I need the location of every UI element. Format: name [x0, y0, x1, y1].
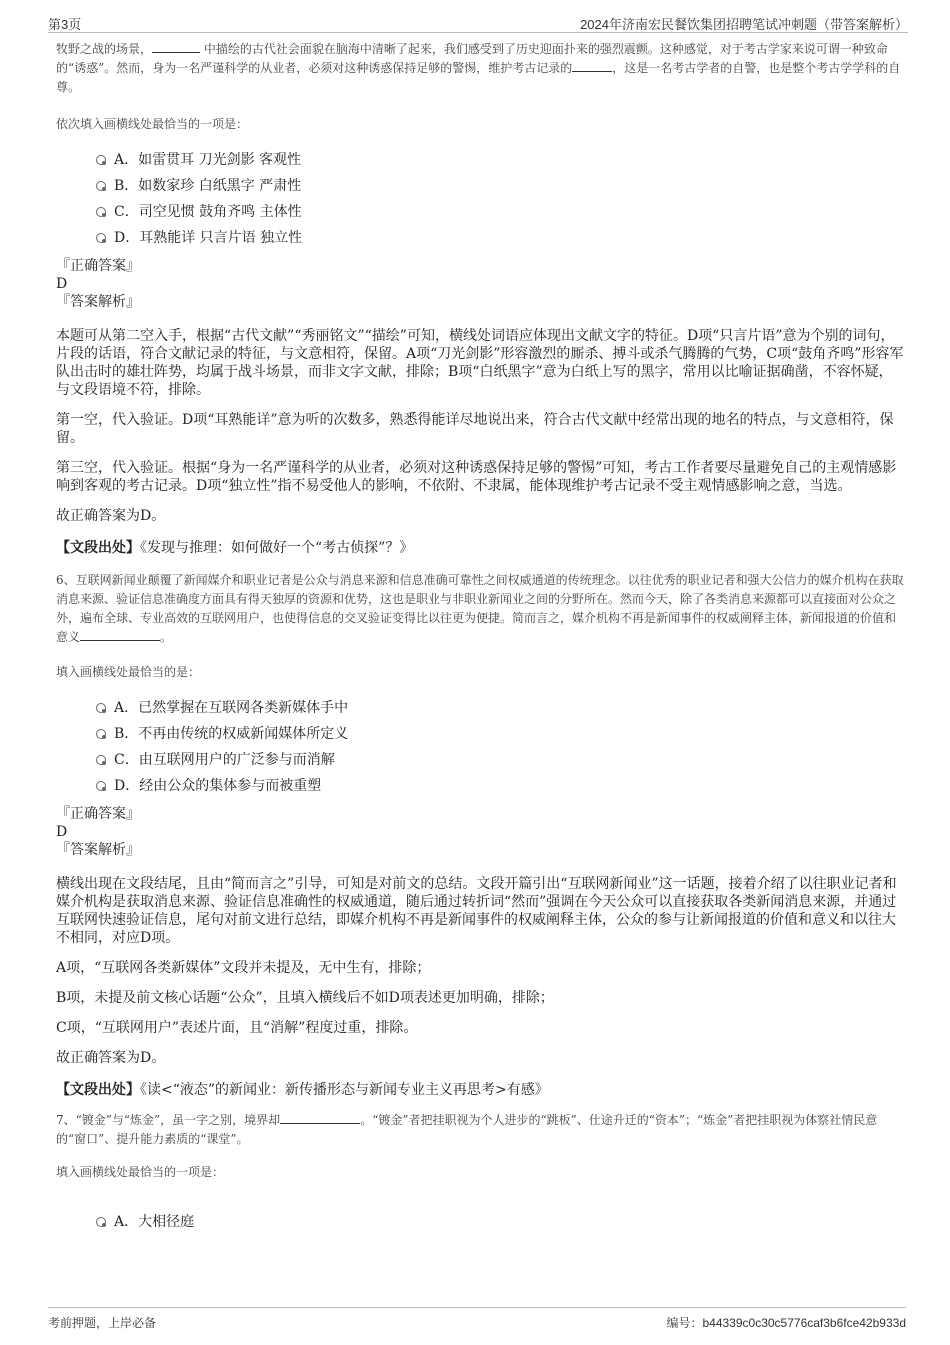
answer-label: 『正确答案』: [56, 258, 140, 274]
analysis-paragraph: 故正确答案为D。: [56, 508, 166, 524]
radio-icon[interactable]: [96, 181, 106, 191]
fill-blank: [572, 59, 612, 72]
source-line: 【文段出处】《发现与推理：如何做好一个“考古侦探”？》: [56, 540, 414, 556]
analysis-label: 『答案解析』: [56, 842, 140, 858]
fill-blank: [280, 1111, 360, 1124]
q7-options: [56, 1209, 906, 1235]
option-a[interactable]: A．如雷贯耳 刀光剑影 客观性: [56, 147, 906, 173]
option-c[interactable]: C．由互联网用户的广泛参与而消解: [56, 747, 906, 773]
page-header: [48, 10, 908, 33]
analysis-label: 『答案解析』: [56, 294, 140, 310]
analysis-paragraph: A项，“互联网各类新媒体”文段并未提及，无中生有，排除；: [56, 960, 431, 976]
analysis-paragraph: 横线出现在文段结尾，且由“简而言之”引导，可知是对前文的总结。文段开篇引出“互联网新闻业”这一话题，接着介绍了以往职业记者和媒介机构是获取消息来源、验证信息准确性的权威通道，随后通过转折词“然而”强调在今天公众可以直接获取各类新闻消息来源，并通过互联网快速验证信息，尾句对前文进行总结，即媒介机构不再是新闻事件的权威阐释主体，公众的参与让新闻报道的价值和意义和以往大不相同，对应D项。: [56, 876, 897, 946]
q6-options: [56, 695, 906, 799]
fill-blank: [80, 628, 160, 641]
radio-icon[interactable]: [96, 781, 106, 791]
option-d[interactable]: D．耳熟能详 只言片语 独立性: [56, 225, 906, 251]
answer-value: D: [56, 824, 68, 840]
q5-options: [56, 147, 906, 251]
answer-label: 『正确答案』: [56, 806, 140, 822]
analysis-paragraph: 故正确答案为D。: [56, 1050, 166, 1066]
answer-value: D: [56, 276, 68, 292]
page-number: 第3页: [48, 17, 82, 32]
analysis-paragraph: B项，未提及前文核心话题“公众”，且填入横线后不如D项表述更加明确，排除；: [56, 990, 554, 1006]
document-id: 编号：b44339c0c30c5776caf3b6fce42b933d: [666, 1316, 906, 1330]
footer-slogan: 考前押题，上岸必备: [48, 1316, 157, 1330]
q6-prompt: 填入画横线处最恰当的是：: [56, 665, 201, 679]
radio-icon[interactable]: [96, 207, 106, 217]
option-c[interactable]: C．司空见惯 鼓角齐鸣 主体性: [56, 199, 906, 225]
q7-passage: 7、“镀金”与“炼金”，虽一字之别，境界却 。“镀金”者把挂职视为个人进步的“跳板”、仕途升迁的“资本”；“炼金”者把挂职视为体察社情民意的“窗口”、提升能力素质的“课堂”。: [56, 1113, 878, 1146]
q5-prompt: 依次填入画横线处最恰当的一项是：: [56, 117, 249, 131]
source-line: 【文段出处】《读<“液态”的新闻业：新传播形态与新闻专业主义再思考>有感》: [56, 1082, 549, 1098]
radio-icon[interactable]: [96, 729, 106, 739]
option-d[interactable]: D．经由公众的集体参与而被重塑: [56, 773, 906, 799]
option-b[interactable]: B．如数家珍 白纸黑字 严肃性: [56, 173, 906, 199]
q7-prompt: 填入画横线处最恰当的一项是：: [56, 1165, 225, 1179]
option-a[interactable]: A．大相径庭: [56, 1209, 906, 1235]
analysis-paragraph: 第一空，代入验证。D项“耳熟能详”意为听的次数多，熟悉得能详尽地说出来，符合古代文献中经常出现的地名的特点，与文意相符，保留。: [56, 412, 894, 446]
q6-passage: 6、互联网新闻业颠覆了新闻媒介和职业记者是公众与消息来源和信息准确可靠性之间权威通道的传统理念。以往优秀的职业记者和强大公信力的媒介机构在获取消息来源、验证信息准确度方面具有得天独厚的资源和优势，这也是职业与非职业新闻业之间的分野所在。然而今天，除了各类消息来源都可以直接面对公众之外，遍布全球、专业高效的互联网用户，也使得信息的交叉验证变得比以往更为便捷。简而言之，媒介机构不再是新闻事件的权威阐释主体，新闻报道的价值和意义 。: [56, 573, 904, 644]
analysis-paragraph: 第三空，代入验证。根据“身为一名严谨科学的从业者，必须对这种诱惑保持足够的警惕”可知，考古工作者要尽量避免自己的主观情感影响到客观的考古记录。D项“独立性”指不易受他人的影响，不依附、不隶属，能体现维护考古记录不受主观情感影响之意，当选。: [56, 460, 897, 494]
fill-blank: [152, 40, 200, 53]
radio-icon[interactable]: [96, 755, 106, 765]
document-body: [56, 40, 906, 1235]
analysis-paragraph: C项，“互联网用户”表述片面，且“消解”程度过重，排除。: [56, 1020, 418, 1036]
page-footer: [48, 1307, 906, 1330]
radio-icon[interactable]: [96, 1217, 106, 1227]
document-title: 2024年济南宏民餐饮集团招聘笔试冲刺题（带答案解析）: [580, 17, 908, 32]
option-b[interactable]: B．不再由传统的权威新闻媒体所定义: [56, 721, 906, 747]
q5-passage: 牧野之战的场景， 中描绘的古代社会面貌在脑海中清晰了起来，我们感受到了历史迎面扑来的强烈震颤。这种感觉，对于考古学家来说可谓一种致命的“诱惑”。然而，身为一名严谨科学的从业者，必须对这种诱惑保持足够的警惕，维护考古记录的 ，这是一名考古学者的自警，也是整个考古学学科的自尊。: [56, 42, 901, 94]
radio-icon[interactable]: [96, 155, 106, 165]
analysis-paragraph: 本题可从第二空入手，根据“古代文献”“秀丽铭文”“描绘”可知，横线处词语应体现出文献文字的特征。D项“只言片语”意为个别的词句，片段的话语，符合文献记录的特征，与文意相符，保留。A项“刀光剑影”形容激烈的厮杀、搏斗或杀气腾腾的气势，C项“鼓角齐鸣”形容军队出击时的雄壮阵势，均属于战斗场景，而非文字文献，排除；B项“白纸黑字”意为白纸上写的黑字，常用以比喻证据确凿，不容怀疑，与文段语境不符，排除。: [56, 328, 904, 398]
option-a[interactable]: A．已然掌握在互联网各类新媒体手中: [56, 695, 906, 721]
radio-icon[interactable]: [96, 703, 106, 713]
radio-icon[interactable]: [96, 233, 106, 243]
